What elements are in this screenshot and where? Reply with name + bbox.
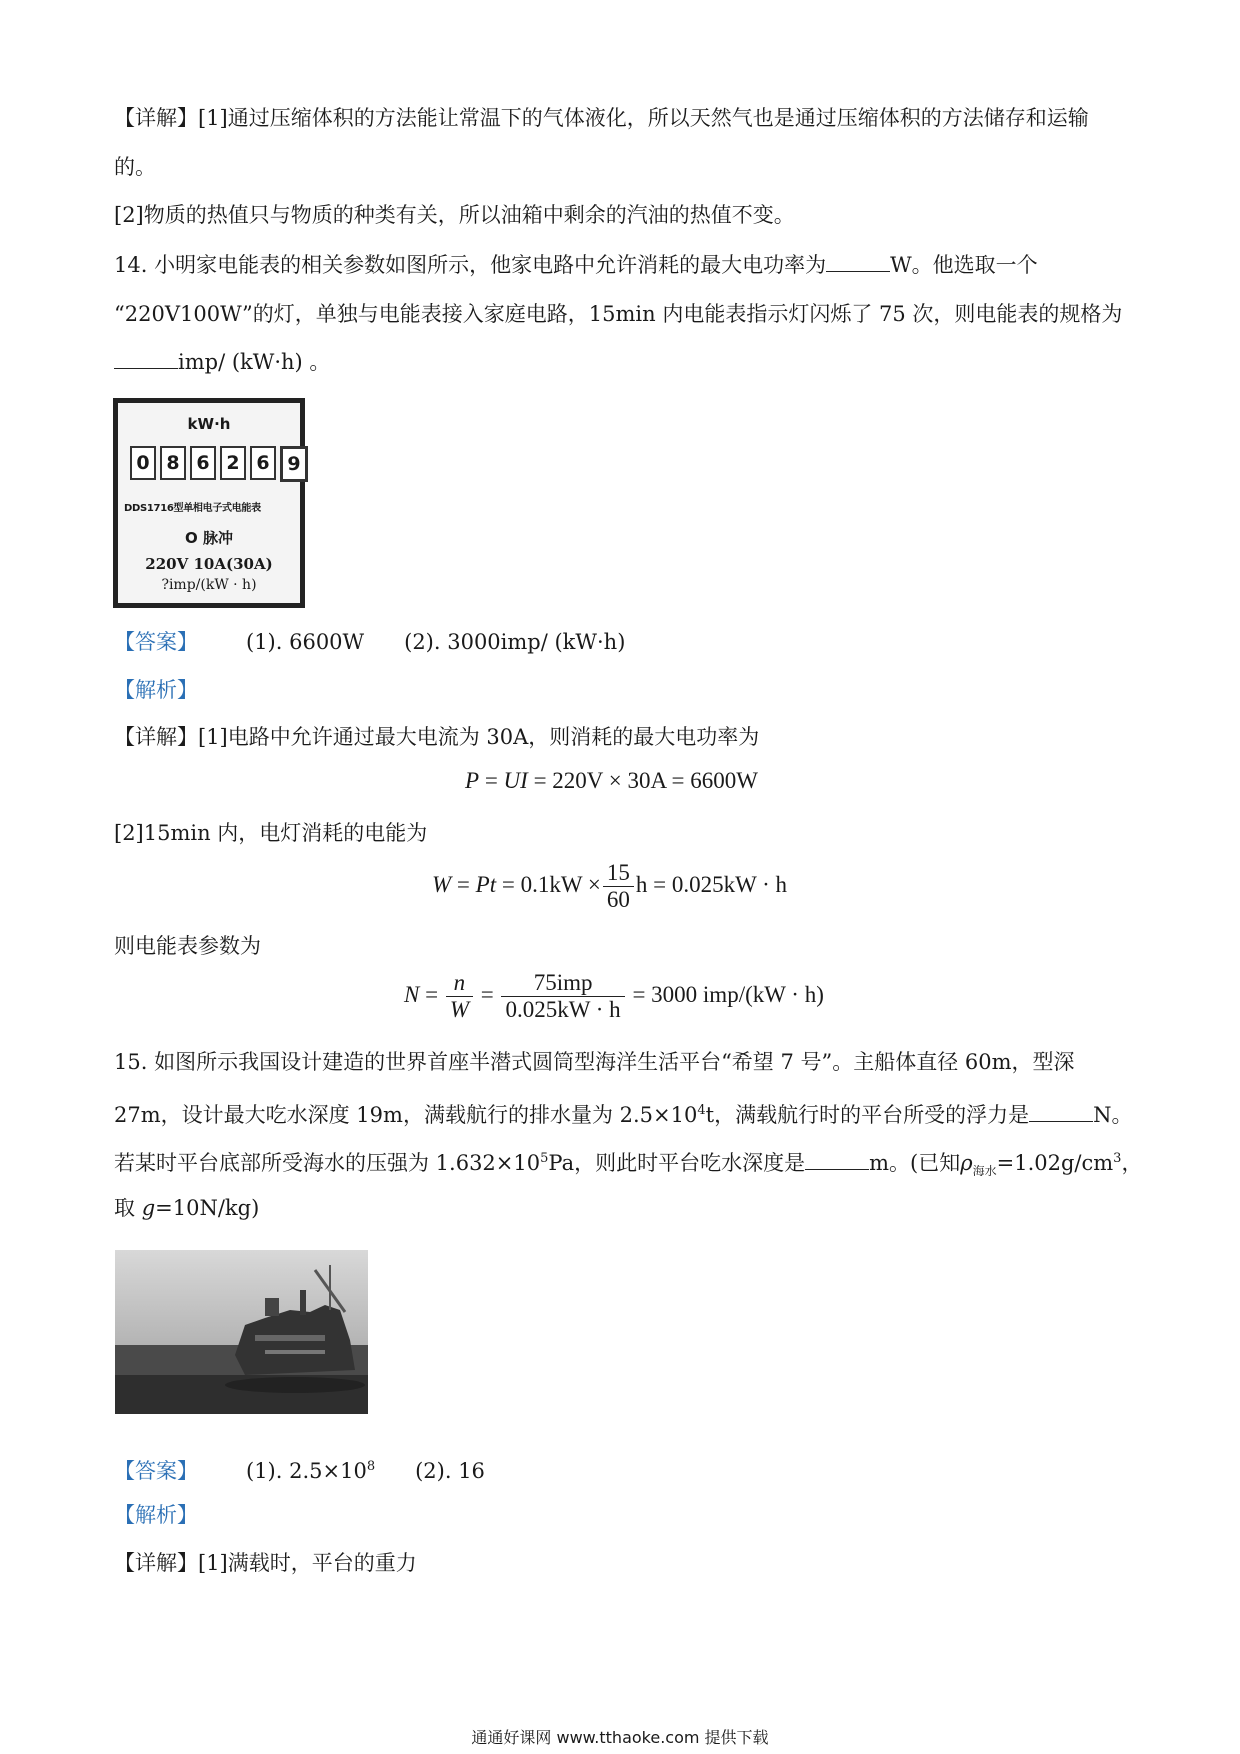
answer-blank [805,1149,869,1170]
meter-digit: 9 [280,446,308,482]
meter-digit: 8 [160,446,186,480]
meter-digit: 6 [250,446,276,480]
platform-image [115,1250,368,1414]
meter-model: DDS1716型单相电子式电能表 [124,503,261,514]
q15-analysis-label [114,1500,1130,1530]
q14-answer-line [114,627,1130,657]
detail-label: 【详解】 [114,1551,198,1575]
equation-energy: W = Pt = 0.1kW × $\frac{15}{60}$ h = 0.025kW · h [432,860,788,912]
q15-line-2: 27m，设计最大吃水深度 19m，满载航行的排水量为 $2.5\times 10^4t$，满载航行时的平台所受的浮力是 N。 [114,1103,1133,1127]
q14-line-1 [114,250,1130,280]
answer-label: 【答案】 [114,630,198,654]
meter-unit: kW·h [187,415,231,433]
q15-line-1: 15. 如图所示我国设计建造的世界首座半潜式圆筒型海洋生活平台“希望 7 号”。主船体直径 60m，型深 [114,1050,1075,1074]
ocean-platform-photo [115,1250,368,1414]
meter-spec-voltage-current: 220V 10A(30A) [145,555,273,573]
meter-digit: 2 [220,446,246,480]
answer-1: (1). 6600W [246,630,365,654]
electric-meter-figure [113,398,305,608]
meter-digits [130,446,312,482]
q15-detail-1 [114,1548,1130,1578]
prev-detail-line-3: [2]物质的热值只与物质的种类有关，所以油箱中剩余的汽油的热值不变。 [114,203,795,227]
equation-power: P = UI = 220V × 30A = 6600W [465,768,758,793]
q15-line-4: 取 g=10N/kg) [114,1196,260,1220]
prev-detail-line-2: 的。 [114,155,156,179]
q14-detail-3: 则电能表参数为 [114,934,261,958]
meter-spec-imp: ?imp/(kW · h) [161,577,257,593]
answer-1: (1). 2.5×10 [246,1459,367,1483]
q15-detail-text-1: [1]满载时，平台的重力 [198,1551,417,1575]
meter-pulse: O 脉冲 [185,529,233,547]
analysis-label: 【解析】 [114,1503,198,1527]
q15-answer-line: 【答案】 (1). $2.5\times 10^8$ (2). 16 [114,1459,485,1483]
detail-label: 【详解】 [114,106,198,130]
q14-text-1b: W。他选取一个 [890,253,1038,277]
q14-detail-2: [2]15min 内，电灯消耗的电能为 [114,821,428,845]
q14-line-3 [114,347,1130,377]
answer-2: (2). 16 [415,1459,485,1483]
detail-label: 【详解】 [114,725,198,749]
q14-analysis-label [114,675,1130,705]
answer-blank [114,348,178,369]
page-footer: 通通好课网 www.tthaoke.com 提供下载 [471,1728,769,1747]
answer-blank [1029,1101,1093,1122]
prev-detail-line-1 [114,103,1130,133]
q14-detail-1 [114,722,1130,752]
q15-line-3: 若某时平台底部所受海水的压强为 $1.632\times 10^5Pa$，则此时平台吃水深度是 m。(已知$\rho_{海水}=1.02g/cm^3$， [114,1151,1143,1179]
meter-digit: 0 [130,446,156,480]
analysis-label: 【解析】 [114,678,198,702]
q14-line-2: “220V100W”的灯，单独与电能表接入家庭电路，15min 内电能表指示灯闪烁了 75 次，则电能表的规格为 [114,302,1123,326]
q14-text-1a: 14. 小明家电能表的相关参数如图所示，他家电路中允许消耗的最大电功率为 [114,253,827,277]
meter-digit: 6 [190,446,216,480]
answer-blank [826,251,890,272]
equation-meter-param: N = $\frac{n}{W}$ = $\frac{\text{75imp}}{0.025kW \cdot h}$ = 3000 imp/(kW · h) [404,970,824,1022]
q14-detail-text-1: [1]电路中允许通过最大电流为 30A，则消耗的最大电功率为 [198,725,760,749]
answer-label: 【答案】 [114,1459,198,1483]
answer-2: (2). 3000imp/ (kW·h) [404,630,626,654]
q14-text-3: imp/ (kW·h) 。 [178,350,331,374]
prev-detail-text-1: [1]通过压缩体积的方法能让常温下的气体液化，所以天然气也是通过压缩体积的方法储存和运输 [198,106,1089,130]
